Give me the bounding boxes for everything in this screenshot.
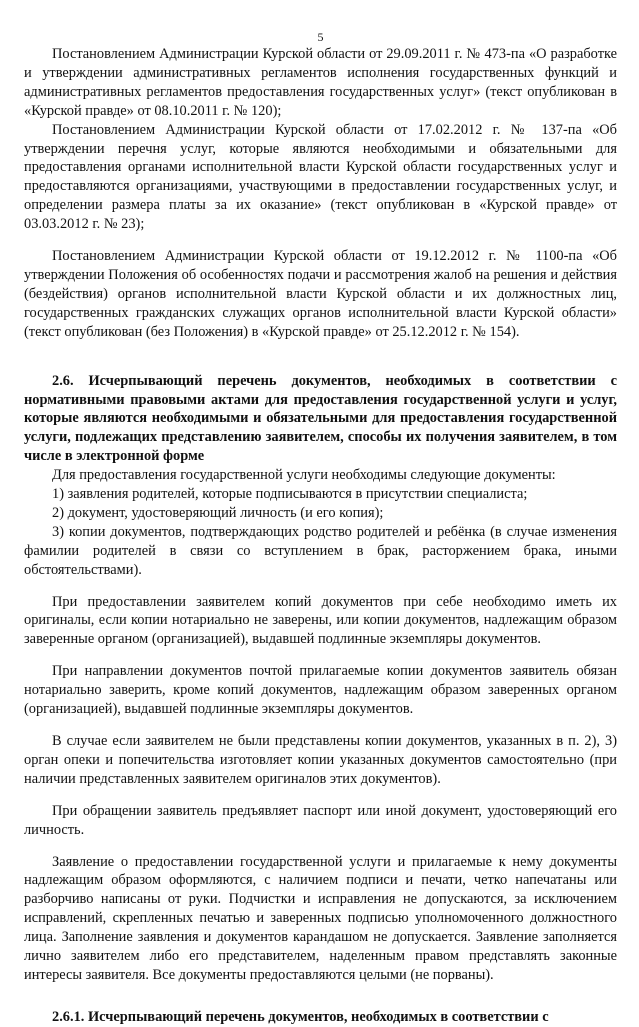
paragraph-copies: В случае если заявителем не были представлены копии документов, указанных в п. 2), 3) орган опеки и попечительства изготовляет копии указанных документов самостоятельно (при наличии представленных заявителем оригиналов этих документов). [24, 733, 617, 787]
paragraph-required-documents: Для предоставления государственной услуги необходимы следующие документы: [52, 467, 556, 484]
paragraph-resolution-137: Постановлением Администрации Курской области от 17.02.2012 г. № 137-па «Об утверждении перечня услуг, которые являются необходимыми и обязательными для предоставления органами исполнительной власти Курской области государственных услуг и предоставляются организациями, участвующими в предоставлении государственных услуг, и определении размера платы за их оказание» (текст опубликован в «Курской правде» от 03.03.2012 г. № 23); [24, 121, 617, 233]
list-item-1: 1) заявления родителей, которые подписываются в присутствии специалиста; [52, 486, 528, 503]
paragraph-resolution-1100: Постановлением Администрации Курской области от 19.12.2012 г. № 1100-па «Об утверждении Положения об особенностях подачи и рассмотрения жалоб на решения и действия (бездействия) органов исполнительной власти Курской области и их должностных лиц, государственных гражданских служащих органов исполнительной власти Курской области» (текст опубликован (без Положения) в «Курской правде» от 25.12.2012 г. № 154). [24, 248, 617, 340]
paragraph-postal: При направлении документов почтой прилагаемые копии документов заявитель обязан нотариально заверить, кроме копий документов, надлежащим образом заверенных органом (организацией), выдавшей подлинные экземпляры документов. [24, 663, 617, 718]
section-heading-2-6: 2.6. Исчерпывающий перечень документов, необходимых в соответствии с нормативными правовыми актами для предоставления государственной услуги и услуг, которые являются необходимыми и обязательными для предоставления государственной услуги, подлежащих представлению заявителем, способы их получения заявителем, в том числе в электронной форме [24, 372, 617, 465]
section-heading-2-6-1: 2.6.1. Исчерпывающий перечень документов, необходимых в соответствии с [52, 1008, 549, 1025]
paragraph-resolution-473: Постановлением Администрации Курской области от 29.09.2011 г. № 473-па «О разработке и утверждении административных регламентов исполнения государственных функций и административных регламентов предоставления государственных услуг» (текст опубликован в «Курской правде» от 08.10.2011 г. № 120); [24, 46, 617, 119]
list-item-2: 2) документ, удостоверяющий личность (и его копия); [52, 504, 384, 521]
paragraph-application-rules: Заявление о предоставлении государственной услуги и прилагаемые к нему документы надлежащим образом оформляются, с наличием подписи и печати, четко напечатаны или разборчиво написаны от руки. Подчистки и исправления не допускаются, за исключением исправлений, скрепленных печатью и заверенных подписью уполномоченного должностного лица. Заполнение заявления и документов карандашом не допускается. Заявление заполняется лично заявителем либо его представителем, наделенным правом представлять законные интересы заявителя. Все документы предоставляются целыми (не порваны). [24, 853, 617, 983]
paragraph-passport: При обращении заявитель предъявляет паспорт или иной документ, удостоверяющий его личность. [24, 802, 617, 838]
paragraph-originals: При предоставлении заявителем копий документов при себе необходимо иметь их оригиналы, если копии нотариально не заверены, или копии документов, надлежащим образом заверенные органом (организацией), выдавшей подлинные экземпляры документов. [24, 593, 617, 648]
page-number: 5 [317, 30, 324, 44]
list-item-3: 3) копии документов, подтверждающих родство родителей и ребёнка (в случае изменения фамилии родителей в связи со вступлением в брак, расторжением брака, иными обстоятельствами). [24, 523, 617, 578]
